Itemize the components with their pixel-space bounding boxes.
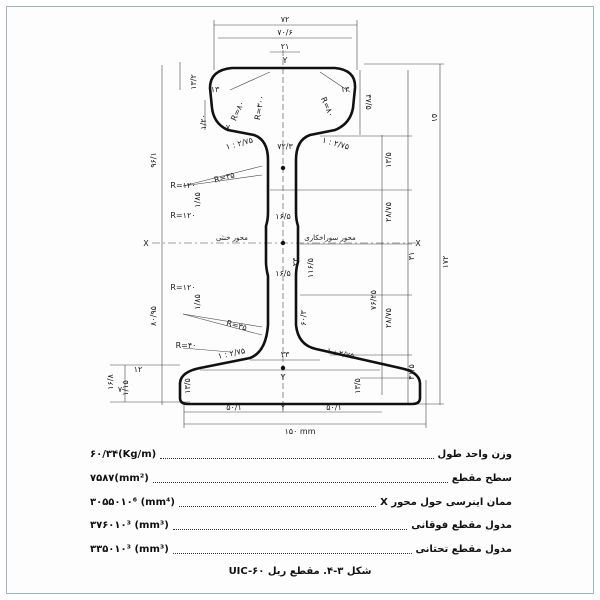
dim-foot-slope-right: ۱ : ۲/۷۵ xyxy=(326,346,355,361)
dim-top-width: ۷۲ xyxy=(280,15,290,24)
leader-dots xyxy=(179,498,376,507)
dim-foot-slope-left: ۱ : ۲/۷۵ xyxy=(217,346,246,361)
dim-r80-left: R=۸۰ xyxy=(229,99,247,123)
dim-r35-upper: R=۳۵ xyxy=(213,170,236,185)
property-row xyxy=(90,540,512,558)
dim-foot-width: ۱۵۰ mm xyxy=(284,427,316,436)
property-label: وزن واحد طول xyxy=(437,448,512,460)
property-row xyxy=(90,445,512,463)
dim-foot-left-115: ۱/۱۵ xyxy=(121,380,130,396)
dim-head-width: ۷۰/۶ xyxy=(277,28,293,37)
center-mark-axis xyxy=(281,241,285,245)
dim-right-2875-upper: ۲۸/۷۵ xyxy=(384,202,393,222)
dim-r120-lower: R=۱۲۰ xyxy=(170,283,196,292)
dim-web-width-upper: ۱۶/۵ xyxy=(275,212,291,221)
axis-x-left: X xyxy=(143,239,149,248)
label-neutral-axis: محور خنثی xyxy=(216,234,248,242)
dim-total-right: ۵۱ xyxy=(430,113,439,123)
dim-thirteen-right: ۱۳ xyxy=(340,85,350,94)
property-value: ۳۳۵۰۱۰³ (mm³) xyxy=(90,543,169,555)
dim-web-width-lower: ۱۶/۵ xyxy=(275,269,291,278)
dim-y-top: Y xyxy=(282,56,288,65)
dim-total-height: ۱۷۲ xyxy=(441,255,450,269)
dim-foot-r7: ۷ xyxy=(117,385,123,394)
dim-r35-lower: R=۳۵ xyxy=(225,318,248,333)
dim-r80-right: R=۸۰ xyxy=(318,95,336,119)
leader-dots xyxy=(160,450,433,459)
property-label: مدول مقطع فوقانی xyxy=(411,519,512,531)
dim-center-603: ۶۰/۳ xyxy=(299,310,308,326)
dim-head-base: ۷۲/۳ xyxy=(277,142,293,151)
property-value: ۳۰۵۵۰۱۰⁶ (mm⁴) xyxy=(90,496,175,508)
dim-foot-y: Y xyxy=(280,373,286,382)
property-label: سطح مقطع xyxy=(451,472,512,484)
dim-foot-half-right: ۵۰/۱ xyxy=(326,403,342,412)
dim-thirteen-left: ۱۳ xyxy=(210,85,220,94)
dim-foot-half-left: ۵۰/۱ xyxy=(226,403,242,412)
dim-r40-lower: R=۴۰ xyxy=(175,341,197,350)
leader-dots xyxy=(153,474,448,483)
dim-foot-center: ۳۳ xyxy=(280,350,290,359)
dim-slope-right: ۱ : ۲/۷۵ xyxy=(321,135,351,152)
property-label: مدول مقطع تحتانی xyxy=(415,543,512,555)
property-value: ۷۵۸۷(mm²) xyxy=(90,472,149,484)
axis-x-right: X xyxy=(415,239,421,248)
figure-caption: شکل ۳-۴. مقطع ریل UIC-۶۰ xyxy=(228,566,372,577)
dim-top-left-height: ۱۳/۲ xyxy=(189,74,198,90)
dim-inner-top: ۲۱ xyxy=(280,42,290,51)
dim-r7-left: ۷ xyxy=(225,123,231,132)
dim-center-1165: ۱۱۶/۵ xyxy=(306,258,315,278)
dim-twelve-left: ۱/۲۰ xyxy=(199,114,208,130)
property-value: ۳۷۶۰۱۰³ (mm³) xyxy=(90,519,169,531)
dim-right-2875-lower: ۲۸/۷۵ xyxy=(384,308,393,328)
dim-right-315: ۳۱/۵ xyxy=(407,364,416,380)
dim-foot-right-135: ۱۳/۵ xyxy=(353,378,362,394)
dim-left-height-total: ۹۶/۱ xyxy=(149,152,158,168)
dim-left-805: ۸۰/۹۵ xyxy=(149,306,158,326)
property-row xyxy=(90,469,512,487)
dim-r120-upper-b: R=۱۲۰ xyxy=(170,211,196,220)
dim-head-right-height: ۳۷/۵ xyxy=(364,94,373,110)
property-label: ممان اینرسی حول محور X xyxy=(380,496,512,508)
dim-foot-y-bottom: Y xyxy=(280,403,286,412)
leader-dots xyxy=(173,545,412,554)
dim-slope-left: ۱ : ۲/۷۵ xyxy=(224,135,254,152)
dim-center-23: ۲۳ xyxy=(291,257,300,267)
dim-r300: R=۳۰۰ xyxy=(252,94,267,121)
center-mark-lower xyxy=(281,366,285,370)
dim-left-185-upper: ۱/۸۵ xyxy=(193,192,202,208)
center-mark-upper xyxy=(281,166,285,170)
dim-foot-left-height: ۱۶/۸ xyxy=(106,374,115,390)
leader-dots xyxy=(173,521,407,530)
dim-left-185-lower: ۱/۸۵ xyxy=(193,294,202,310)
dim-foot-left-135: ۱۳/۵ xyxy=(183,378,192,394)
property-row xyxy=(90,493,512,511)
dim-r120-upper: R=۱۲۰ xyxy=(170,181,196,190)
dim-right-31: ۳۱ xyxy=(407,251,416,261)
property-row xyxy=(90,516,512,534)
dim-right-7625: ۷۶/۲۵ xyxy=(369,290,378,310)
label-horizontal-axis: محور سوراخکاری xyxy=(304,234,356,242)
property-value: ۶۰/۳۴(Kg/m) xyxy=(90,448,157,460)
dim-right-135: ۱۳/۵ xyxy=(384,152,393,168)
dim-foot-12: ۱۲ xyxy=(133,365,143,374)
